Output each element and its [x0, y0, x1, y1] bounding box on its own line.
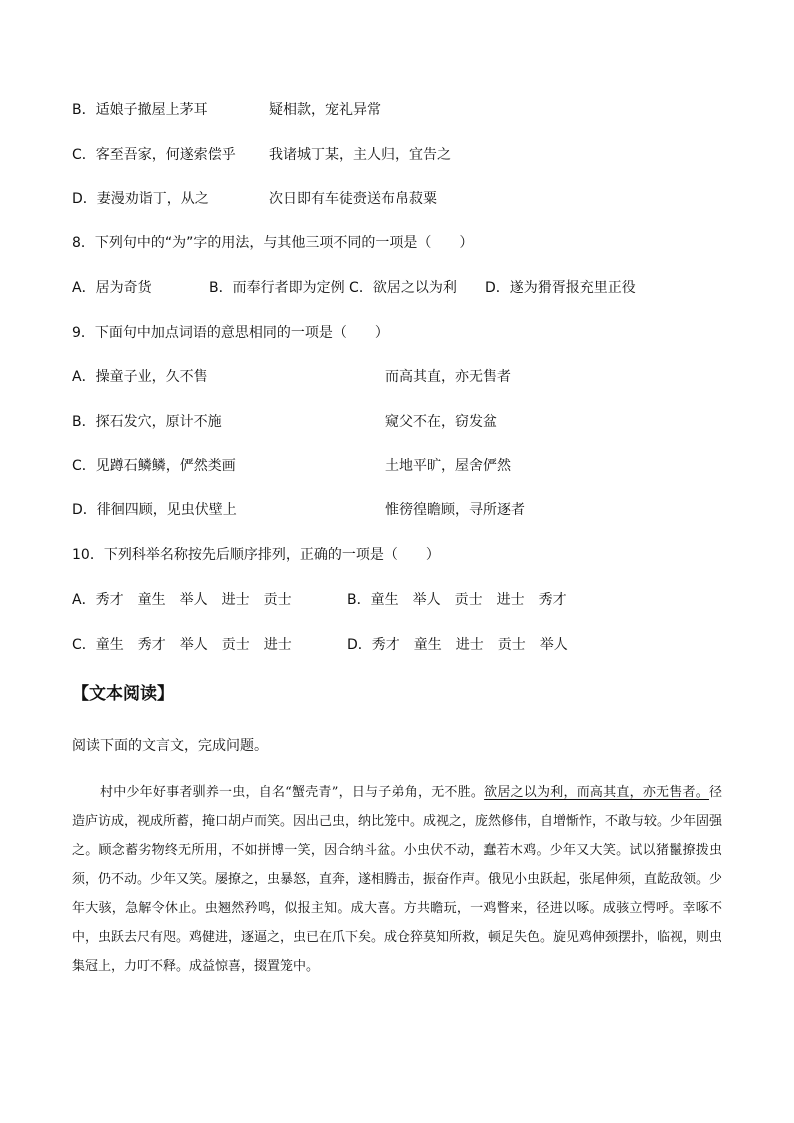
q7-option-b-right: 疑相款，宠礼异常: [269, 102, 381, 118]
passage-part2: 径造庐访成，视成所蓄，掩口胡卢而笑。因出己虫，纳比笼中。成视之，庞然修伟，自增惭怍，不敢与较。少年固强之。顾念蓄劣物终无所用，不如拼博一笑，因合纳斗盆。小虫伏不动，蠢若木鸡。少年又大笑。试以猪鬣撩拨虫须，仍不动。少年又笑。屡撩之，虫暴怒，直奔，遂相腾击，振奋作声。俄见小虫跃起，张尾伸须，直龁敌领。少年大骇，急解令休止。虫翘然矜鸣，似报主知。成大喜。方共瞻玩，一鸡瞥来，径进以啄。成骇立愕呼。幸啄不中，虫跃去尺有咫。鸡健进，逐逼之，虫已在爪下矣。成仓猝莫知所救，顿足失色。旋见鸡伸颈摆扑，临视，则虫集冠上，力叮不释。成益惊喜，掇置笼中。: [72, 785, 723, 974]
q8-stem: 8．下列句中的“为”字的用法，与其他三项不同的一项是（ ）: [72, 235, 474, 251]
q7-option-d-left: D．妻漫劝诣丁，从之: [72, 191, 209, 207]
q10-option-c: C．童生 秀才 举人 贡士 进士: [72, 637, 292, 653]
section-instruction: 阅读下面的文言文，完成问题。: [72, 738, 268, 754]
q9-option-c-right: 土地平旷，屋舍俨然: [385, 458, 511, 474]
q9-option-b-right: 窥父不在，窃发盆: [385, 414, 497, 430]
q7-option-b-left: B．适娘子撤屋上茅耳: [72, 102, 208, 118]
q7-option-c-left: C．客至吾家，何遂索偿乎: [72, 147, 236, 163]
q7-option-d-right: 次日即有车徒赍送布帛菽粟: [269, 191, 437, 207]
q9-stem: 9．下面句中加点词语的意思相同的一项是（ ）: [72, 325, 389, 341]
section-title: 【文本阅读】: [72, 684, 174, 704]
q8-option-b-c: B．而奉行者即为定例 C．欲居之以为利: [209, 280, 457, 296]
q9-option-c-left: C．见蹲石鳞鳞，俨然类画: [72, 458, 236, 474]
passage-part1: 村中少年好事者驯养一虫，自名“蟹壳青”，日与子弟角，无不胜。: [100, 785, 485, 800]
q10-stem: 10．下列科举名称按先后顺序排列，正确的一项是（ ）: [72, 547, 440, 563]
q8-option-a: A．居为奇货: [72, 280, 152, 296]
q8-option-d: D．遂为猾胥报充里正役: [485, 280, 636, 296]
q9-option-b-left: B．探石发穴，原计不施: [72, 414, 222, 430]
q9-option-d-right: 惟徬徨瞻顾，寻所逐者: [385, 502, 525, 518]
q10-option-d: D．秀才 童生 进士 贡士 举人: [347, 637, 568, 653]
passage-text: [72, 778, 722, 981]
q9-option-a-right: 而高其直，亦无售者: [385, 369, 511, 385]
q10-option-a: A．秀才 童生 举人 进士 贡士: [72, 592, 292, 608]
q9-option-d-left: D．徘徊四顾，见虫伏壁上: [72, 502, 237, 518]
q9-option-a-left: A．操童子业，久不售: [72, 369, 208, 385]
passage-underlined-sentence: 欲居之以为利，而高其直，亦无售者。: [484, 785, 709, 800]
q7-option-c-right: 我诸城丁某，主人归，宜告之: [269, 147, 451, 163]
q10-option-b: B．童生 举人 贡士 进士 秀才: [347, 592, 567, 608]
